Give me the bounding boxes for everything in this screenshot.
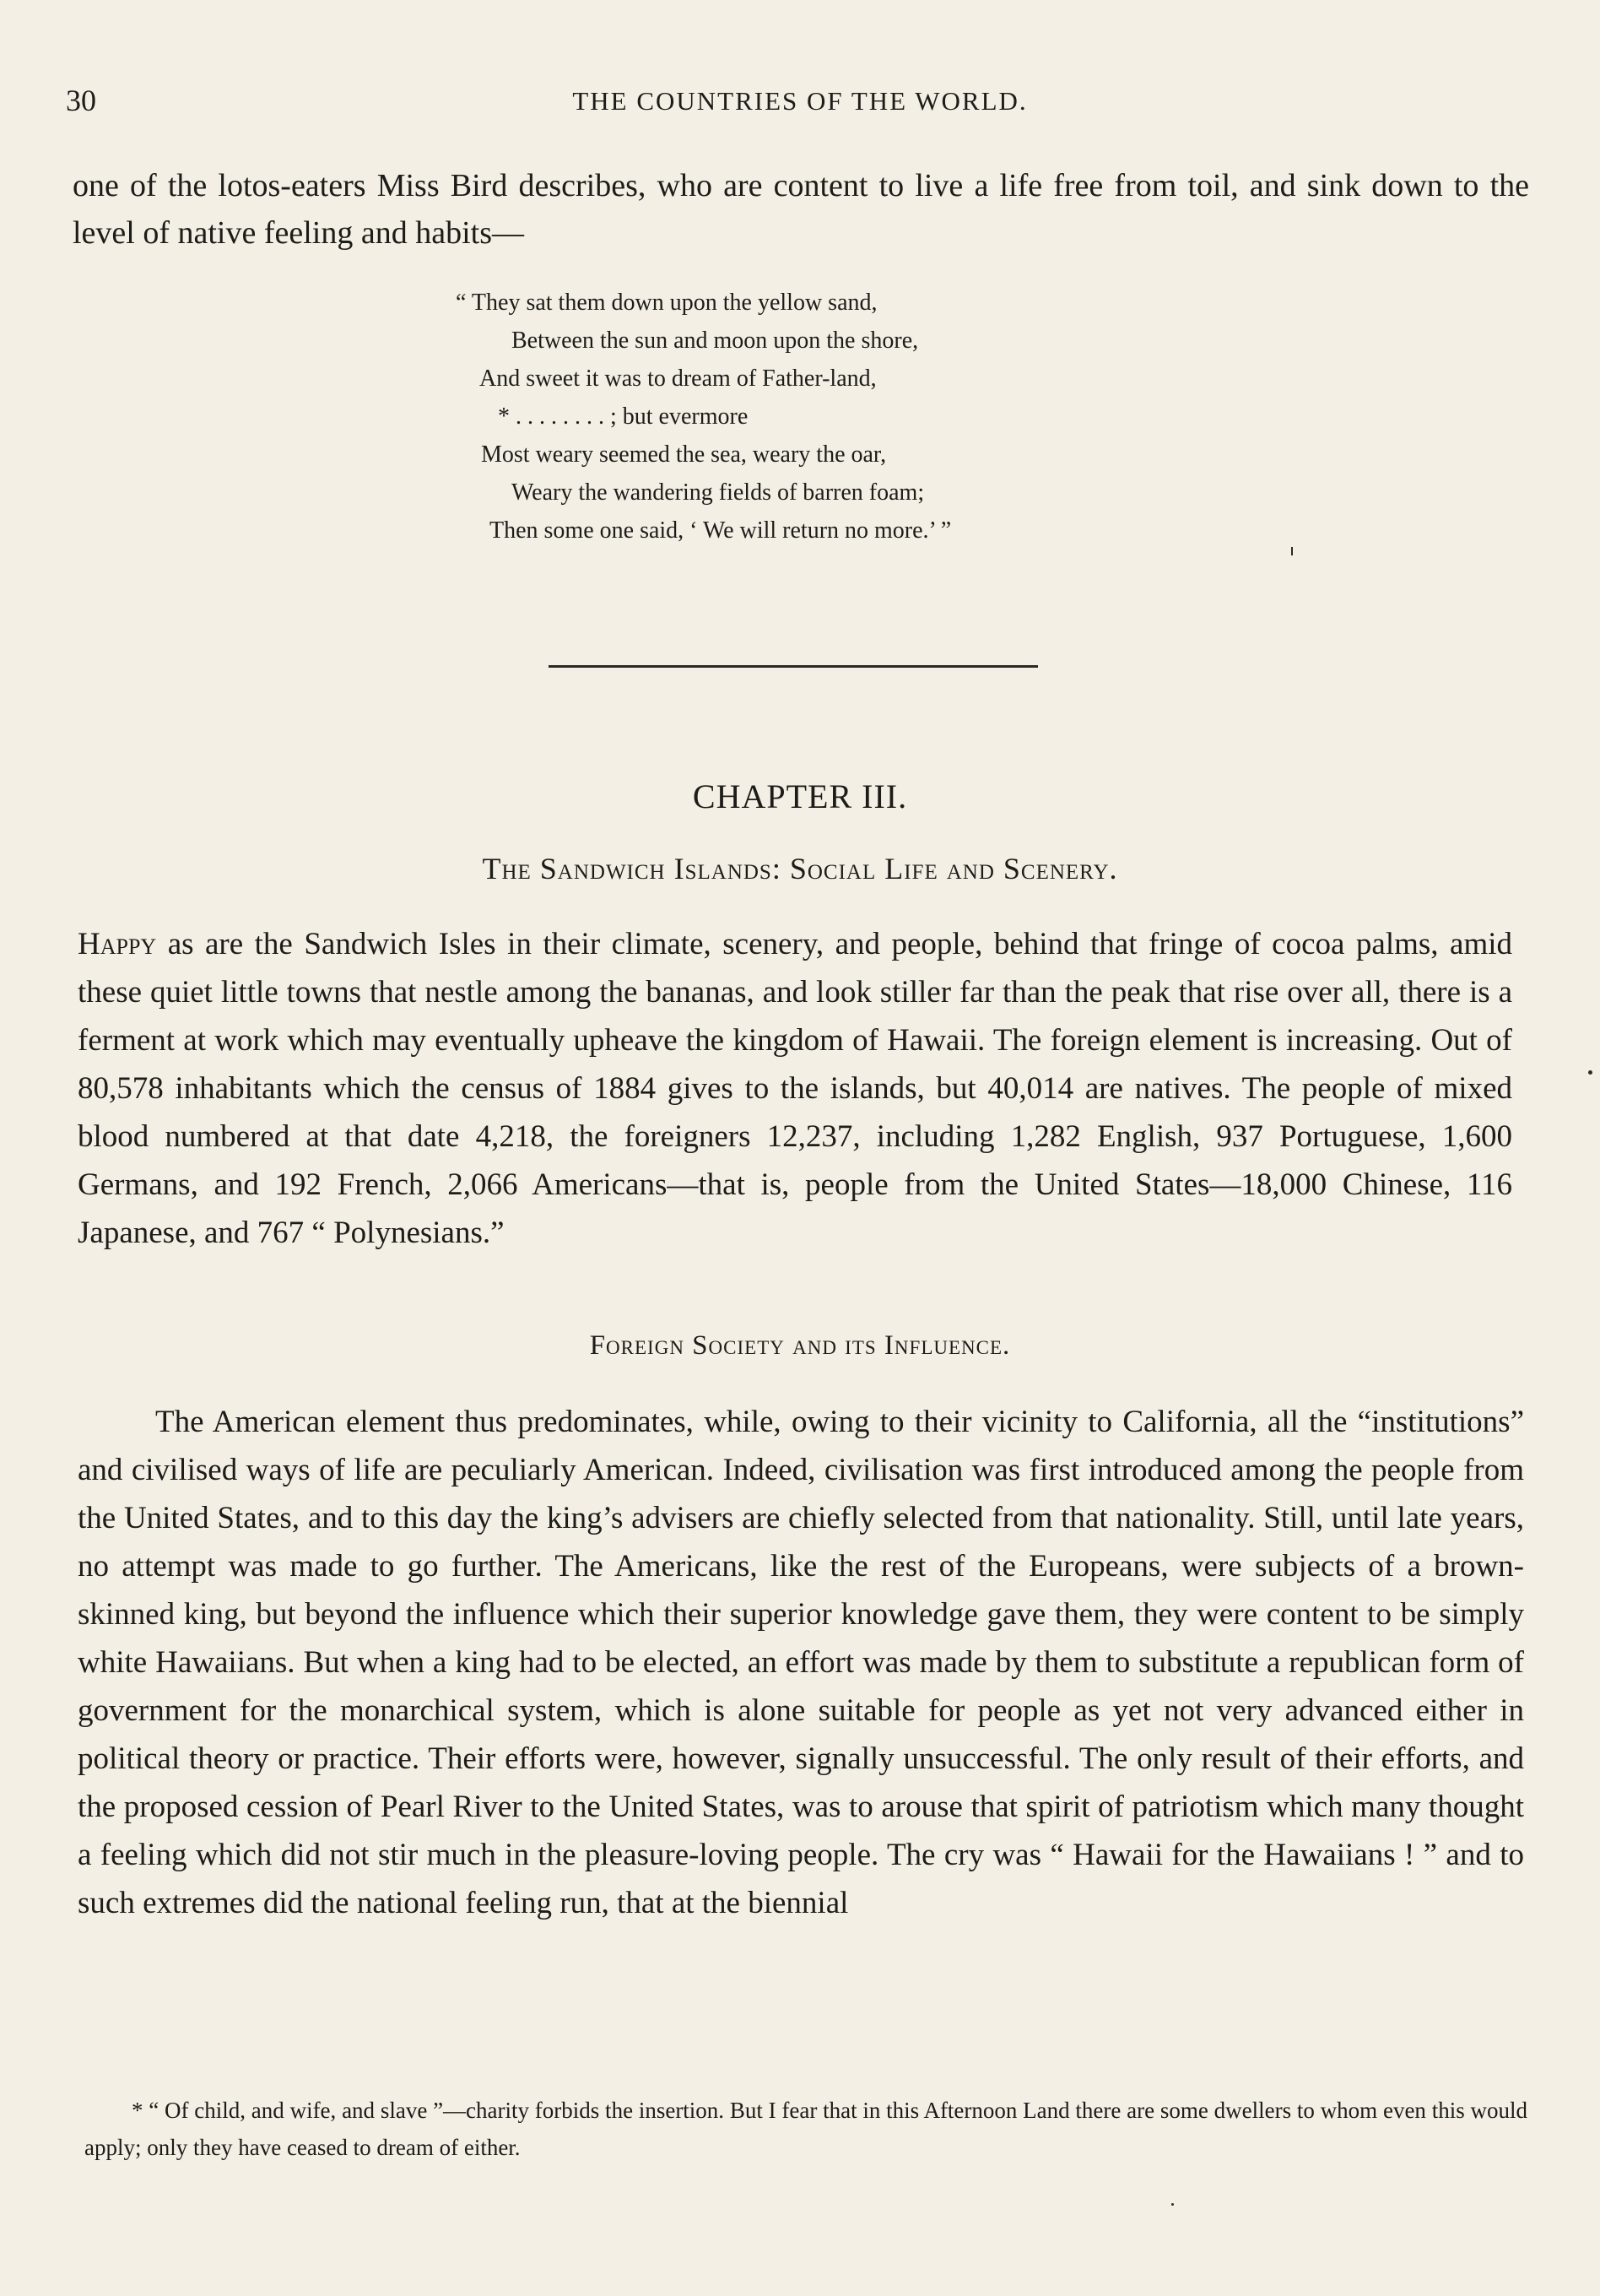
print-speck [1171, 2203, 1174, 2206]
footnote [84, 2092, 1527, 2166]
section-heading: Foreign Society and its Influence. [589, 1330, 1011, 1361]
running-header [66, 83, 1534, 125]
print-speck [1588, 1070, 1592, 1075]
poem-line: Weary the wandering fields of barren foam; [511, 479, 925, 506]
poem-line: Then some one said, ‘ We will return no more.’ ” [489, 517, 952, 544]
paragraph-text: as are the Sandwich Isles in their climate, scenery, and people, behind that fringe of cocoa palms, amid these quiet little towns that nestle among the bananas, and look stiller far than the peak that rise over all, there is a ferment at work which may eventually upheave the kingdom of Hawaii. The foreign element is increasing. Out of 80,578 inhabitants which the census of 1884 gives to the islands, but 40,014 are natives. The people of mixed blood numbered at that date 4,218, the foreigners 12,237, including 1,282 English, 937 Portuguese, 1,600 Germans, and 192 French, 2,066 Americans—that is, people from the United States—18,000 Chinese, 116 Japanese, and 767 “ Polynesians.” [78, 927, 1512, 1250]
poem-quotation [456, 284, 1131, 550]
chapter-first-paragraph [78, 920, 1512, 1257]
paragraph-text: The American element thus predominates, while, owing to their vicinity to California, all the “institutions” and civilised ways of life are peculiarly American. Indeed, civilisation was first introduced among the people from the United States, and to this day the king’s advisers are chiefly selected from that nationality. Still, until late years, no attempt was made to go further. The Americans, like the rest of the Europeans, were subjects of a brown-skinned king, but beyond the influence which their superior knowledge gave them, they were content to be simply white Hawaiians. But when a king had to be elected, an effort was made by them to substitute a republican form of government for the monarchical system, which is alone suitable for people as yet not very advanced either in political theory or practice. Their efforts were, however, signally unsuccessful. The only result of their efforts, and the proposed cession of Pearl River to the United States, was to arouse that spirit of patriotism which many thought a feeling which did not stir much in the pleasure-loving people. The cry was “ Hawaii for the Hawaiians ! ” and to such extremes did the national feeling run, that at the biennial [78, 1405, 1524, 1920]
page-number: 30 [66, 84, 96, 117]
paragraph [78, 920, 1512, 1257]
poem-line: * . . . . . . . . ; but evermore [498, 403, 749, 430]
chapter-divider-rule [549, 665, 1038, 668]
drop-word: Happy [78, 927, 157, 961]
poem-line: And sweet it was to dream of Father-land, [479, 366, 877, 392]
section-paragraph [78, 1398, 1524, 1927]
poem-line: “ They sat them down upon the yellow sand, [456, 290, 878, 316]
chapter-subtitle: The Sandwich Islands: Social Life and Scenery. [482, 852, 1118, 885]
running-title: THE COUNTRIES OF THE WORLD. [572, 86, 1028, 116]
print-speck [1291, 547, 1293, 555]
footnote-text: * “ Of child, and wife, and slave ”—charity forbids the insertion. But I fear that in this Afternoon Land there are some dwellers to whom even this would apply; only they have ceased to dream of either. [84, 2098, 1527, 2160]
poem-line: Between the sun and moon upon the shore, [511, 328, 919, 354]
chapter-title: CHAPTER III. [692, 777, 908, 815]
poem-line: Most weary seemed the sea, weary the oar, [481, 441, 887, 468]
opening-text: one of the lotos-eaters Miss Bird describes, who are content to live a life free from toil, and sink down to the level of native feeling and habits— [73, 168, 1529, 251]
opening-paragraph [73, 162, 1529, 257]
